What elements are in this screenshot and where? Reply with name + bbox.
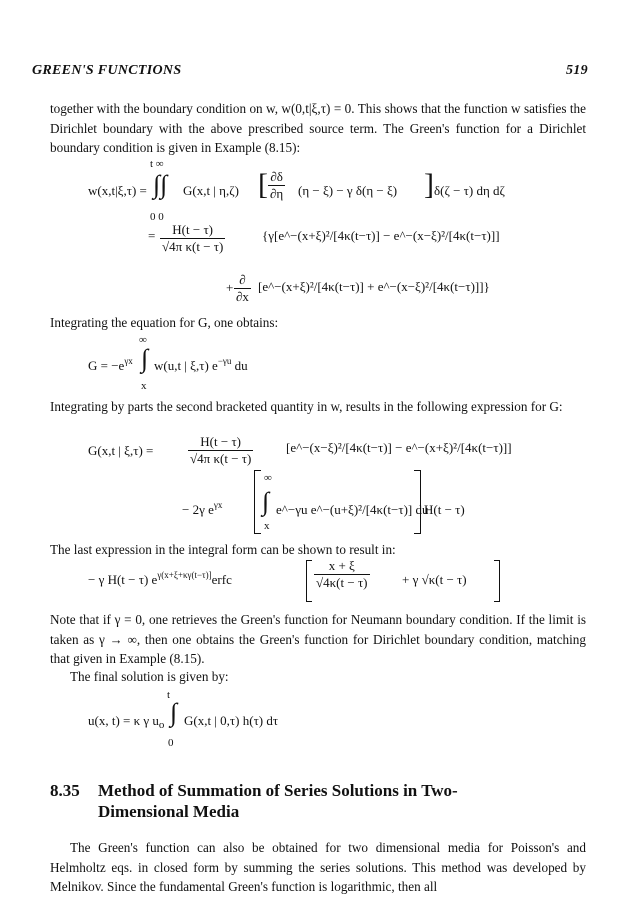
G3-integral-sign: ∫ <box>262 487 270 516</box>
w-integrand: G(x,t | η,ζ) <box>183 183 239 198</box>
u-lower: 0 <box>168 737 174 749</box>
w2-body: {γ[e^−(x+ξ)²/[4κ(t−τ)] − e^−(x−ξ)²/[4κ(t−τ)]] <box>262 228 500 243</box>
u-body: G(x,t | 0,τ) h(τ) dτ <box>184 713 279 728</box>
G3-pre: − 2γ e <box>182 502 214 517</box>
w-rest: (η − ξ) − γ δ(η − ξ) <box>298 183 398 198</box>
w-partial-frac <box>268 169 285 202</box>
w3-plus: + <box>226 280 234 295</box>
G3-tail: H(t − τ) <box>424 502 465 517</box>
paragraph-integrating-by-parts: Integrating by parts the second bracketed quantity in w, results in the following expression for G: <box>50 399 563 414</box>
G1-body: w(u,t | ξ,τ) e <box>154 358 218 373</box>
double-integral-sign: ∫∫ <box>153 170 168 199</box>
G4-den: √4κ(t − τ) <box>316 575 368 590</box>
w-upper-limits: t ∞ <box>150 158 164 170</box>
running-title: GREEN'S FUNCTIONS <box>32 63 182 78</box>
page-number: 519 <box>566 63 588 78</box>
G4-tail: + γ √κ(t − τ) <box>402 572 467 587</box>
u-upper: t <box>167 689 171 701</box>
G4-num: x + ξ <box>314 558 370 575</box>
G2-lhs: G(x,t | ξ,τ) = <box>88 443 154 458</box>
G3-exp: γx <box>213 500 223 510</box>
G3-upper: ∞ <box>264 472 272 484</box>
G1-lhs-wrap <box>88 358 133 374</box>
G1-body-wrap <box>154 358 248 374</box>
G4-pre: − γ H(t − τ) e <box>88 572 158 587</box>
G3-right-bracket <box>414 470 421 534</box>
w-tail: δ(ζ − τ) dη dζ <box>434 183 505 198</box>
w2-frac <box>160 222 225 255</box>
G4-pre-wrap <box>88 572 232 588</box>
G1-lower: x <box>141 380 147 392</box>
w-lower-limits: 0 0 <box>150 211 164 223</box>
G3-body: e^−γu e^−(u+ξ)²/[4κ(t−τ)] du <box>276 502 429 517</box>
w2-num: H(t − τ) <box>160 222 225 239</box>
G4-left-bracket <box>306 560 312 602</box>
w2-den: √4π κ(t − τ) <box>162 239 224 254</box>
G1-exp: γx <box>124 356 133 366</box>
section-title-line2: Dimensional Media <box>98 802 240 821</box>
G1-upper: ∞ <box>139 334 147 346</box>
G1-integral-sign: ∫ <box>141 344 149 373</box>
w3-den: ∂x <box>236 289 249 304</box>
G4-erfc: erfc <box>211 572 232 587</box>
G4-exp: γ(x+ξ+κγ(t−τ)] <box>157 570 212 580</box>
w-right-bracket: ] <box>424 168 434 201</box>
G2-num: H(t − τ) <box>188 434 253 451</box>
paragraph-note: Note that if γ = 0, one retrieves the Green's function for Neumann boundary condition. If the limit is taken as γ → ∞, then one obtains the Green's function for Dirichlet boundary condition, matching that given in Example (8.15). <box>50 612 586 666</box>
w-left-bracket: [ <box>258 168 268 201</box>
paragraph-last-expression: The last expression in the integral form can be shown to result in: <box>50 542 396 557</box>
u-lhs: u(x, t) = κ γ u <box>88 713 159 728</box>
w-partial-num: ∂δ <box>268 169 285 186</box>
u-sub: o <box>158 719 165 731</box>
section-number: 8.35 <box>50 781 80 800</box>
u-lhs-wrap <box>88 713 164 729</box>
G3-pre-wrap <box>182 502 222 518</box>
w3-num: ∂ <box>234 272 251 289</box>
w3-frac <box>234 272 251 305</box>
G1-du: du <box>231 358 248 373</box>
G4-right-bracket <box>494 560 500 602</box>
G2-den: √4π κ(t − τ) <box>190 451 252 466</box>
G2-frac <box>188 434 253 467</box>
section-title-line1: Method of Summation of Series Solutions in Two- <box>98 781 458 800</box>
w-lhs: w(x,t|ξ,τ) = <box>88 183 147 198</box>
G1-exp2: −γu <box>217 356 232 366</box>
w2-equals: = <box>148 228 156 243</box>
u-integral-sign: ∫ <box>170 698 178 727</box>
G1-lhs: G = −e <box>88 358 125 373</box>
G2-body: [e^−(x−ξ)²/[4κ(t−τ)] − e^−(x+ξ)²/[4κ(t−τ)]] <box>286 440 512 455</box>
G3-lower: x <box>264 520 270 532</box>
paragraph-final-solution: The final solution is given by: <box>70 669 229 684</box>
G3-left-bracket <box>254 470 261 534</box>
G4-frac <box>314 558 370 591</box>
w-partial-den: ∂η <box>270 186 284 201</box>
paragraph-integrating: Integrating the equation for G, one obtains: <box>50 315 279 330</box>
paragraph-intro: together with the boundary condition on w, w(0,t|ξ,τ) = 0. This shows that the function w satisfies the Dirichlet boundary with the above prescribed source term. The Green's function for a Dirichlet boundary condition is given in Example (8.15): <box>50 101 586 155</box>
paragraph-melnikov: The Green's function can also be obtained for two dimensional media for Poisson's and Helmholtz eqs. in closed form by summing the series solutions. This method was developed by Melnikov. Since the fundamental Green's function is logarithmic, then all <box>50 840 586 894</box>
w3-body: [e^−(x+ξ)²/[4κ(t−τ)] + e^−(x−ξ)²/[4κ(t−τ)]]} <box>258 279 490 294</box>
